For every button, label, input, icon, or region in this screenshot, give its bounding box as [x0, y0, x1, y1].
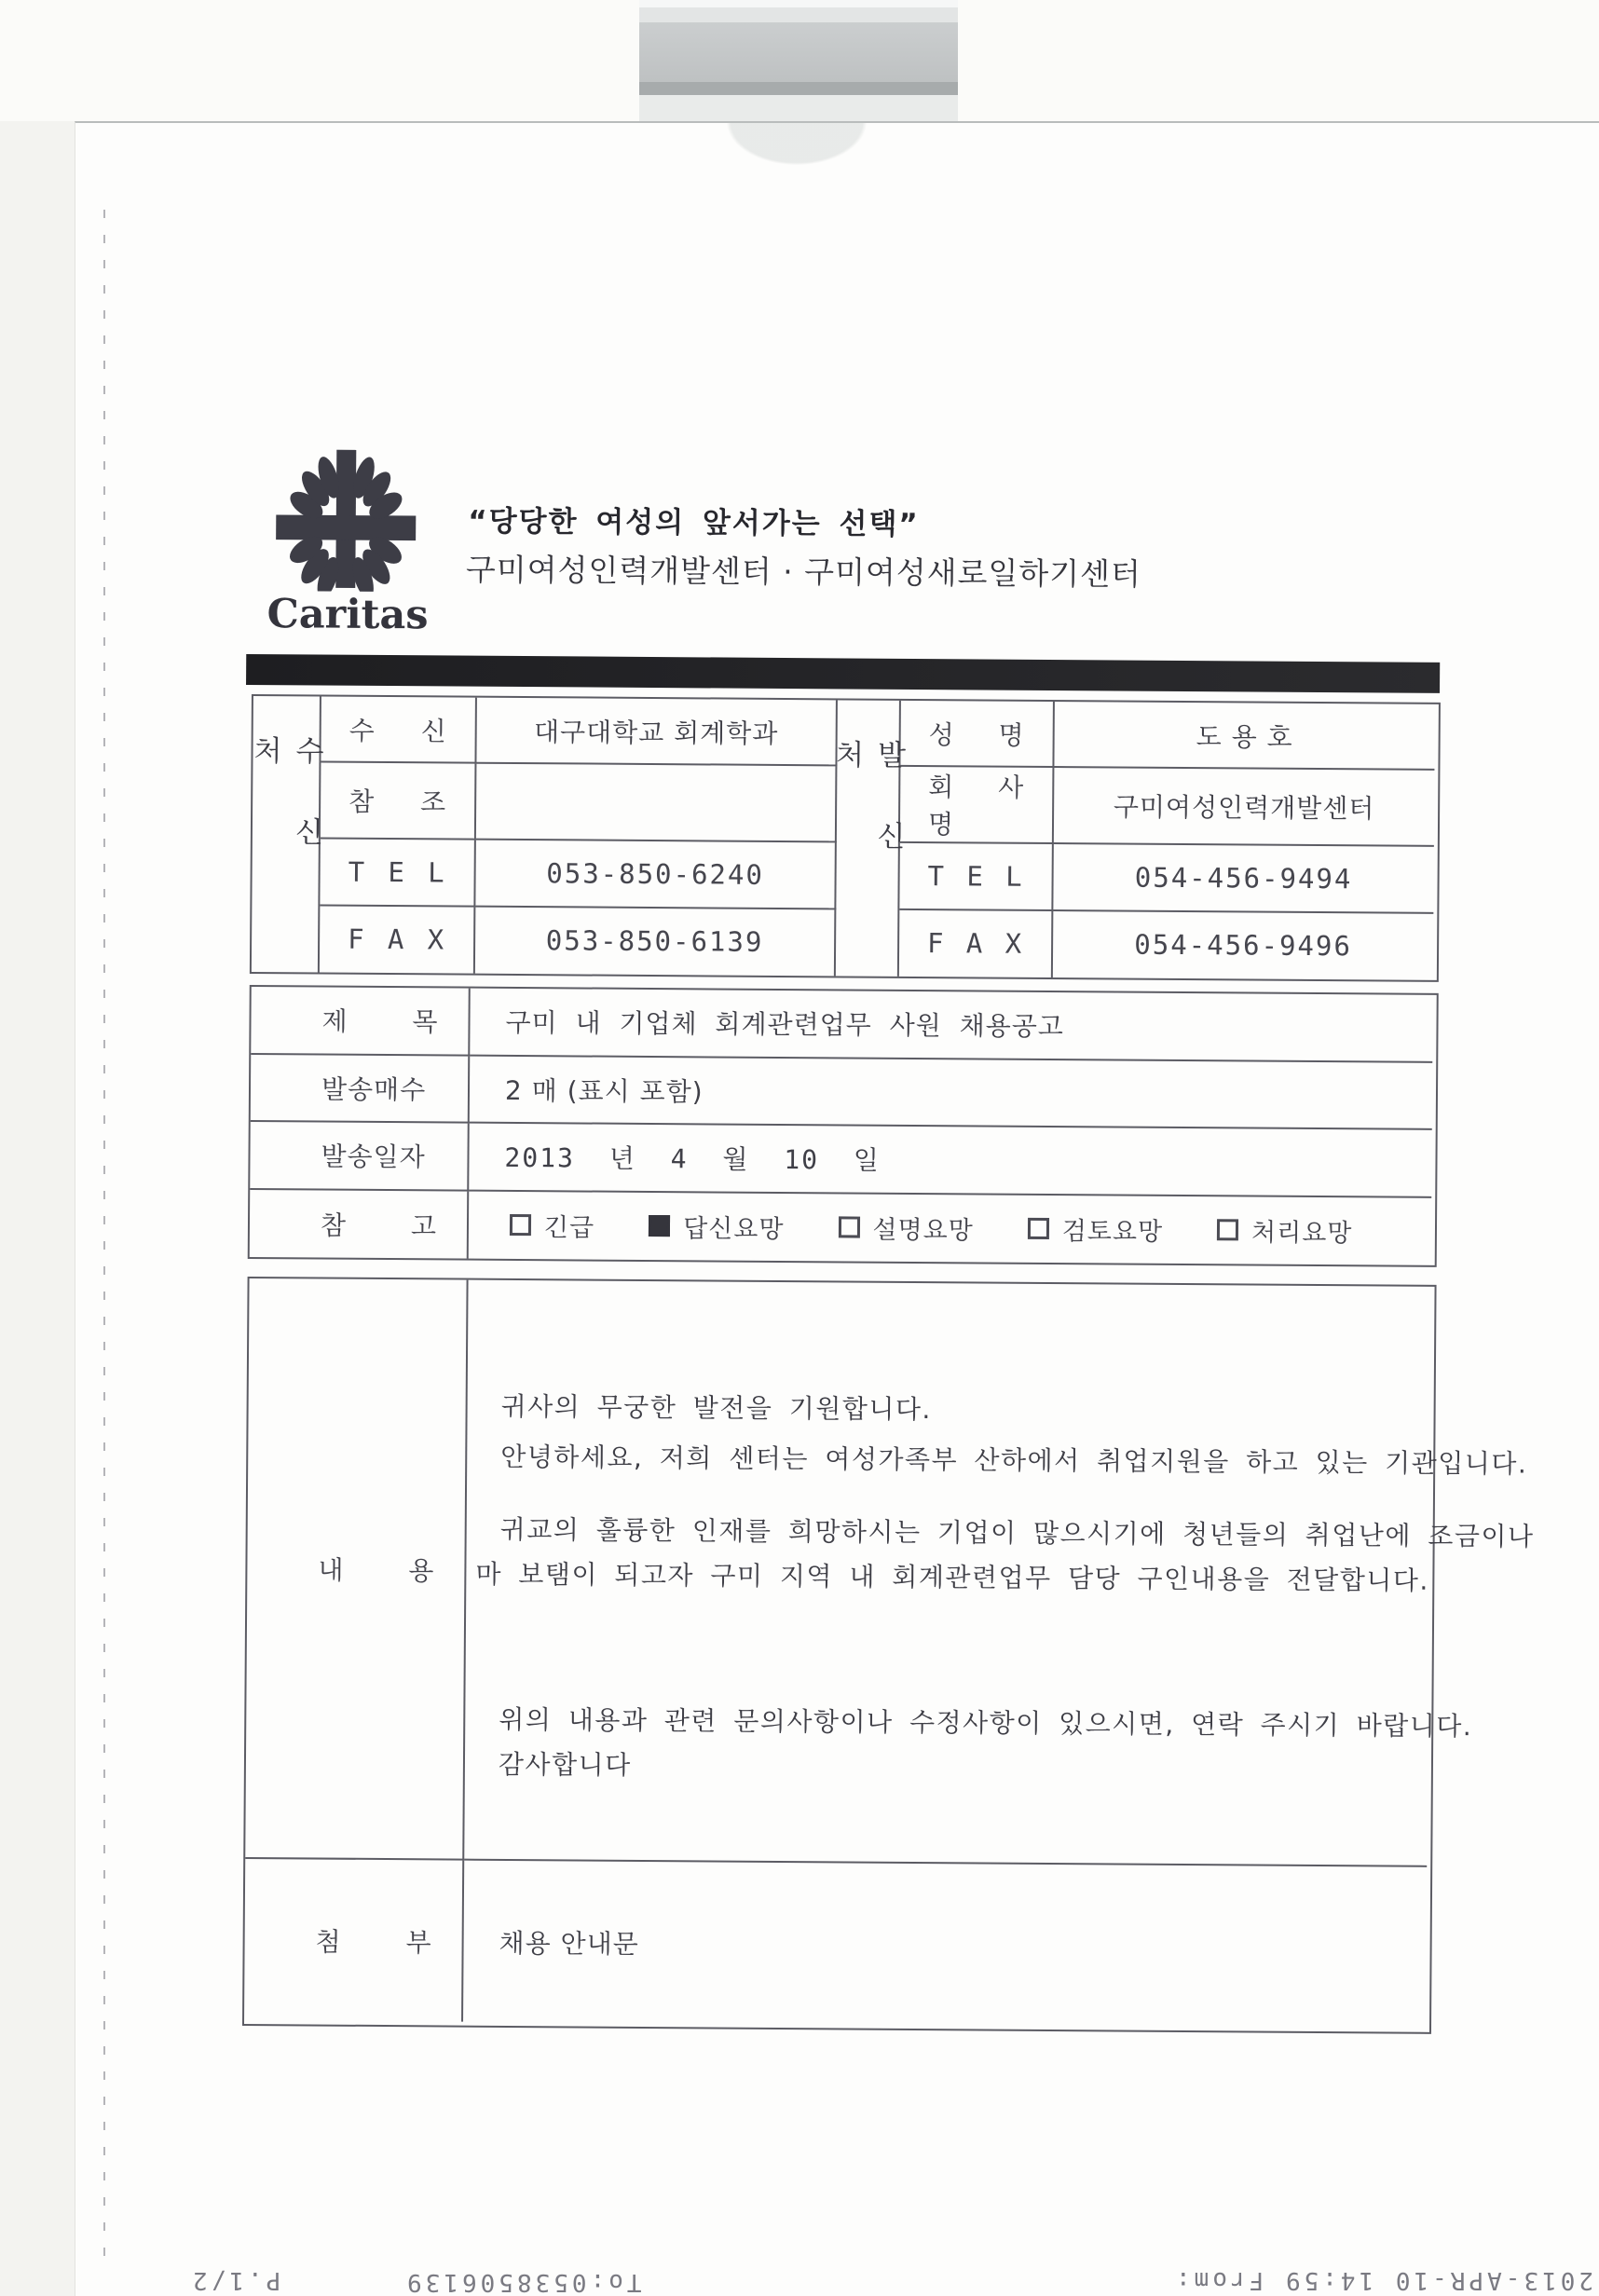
option-handling-requested: 처리요망 [1217, 1211, 1353, 1249]
recipient-to-value: 대구대학교 회계학과 [476, 698, 837, 767]
page-count-value: 2 매 (표시 포함) [470, 1056, 1432, 1130]
content-line: 위의 내용과 관련 문의사항이나 수정사항이 있으시면, 연락 주시기 바랍니다. [499, 1703, 1473, 1742]
sender-company-value: 구미여성인력개발센터 [1054, 768, 1435, 847]
recipient-fax-label: F A X [320, 906, 475, 974]
sender-group-header: 발신처 [836, 700, 901, 976]
recipient-tel-label: T E L [320, 840, 475, 907]
content-line: 귀교의 훌륭한 인재를 희망하시는 기업이 많으시기에 청년들의 취업난에 조금이나 [499, 1513, 1535, 1552]
content-line: 안녕하세요, 저희 센터는 여성가족부 산하에서 취업지원을 하고 있는 기관입니다. [500, 1441, 1528, 1480]
recipient-tel-value: 053-850-6240 [475, 840, 836, 909]
caritas-logo-text: Caritas [266, 591, 429, 639]
sender-name-value: 도 용 호 [1054, 702, 1434, 771]
checkbox-review-requested [1028, 1218, 1049, 1239]
subject-label: 제 목 [251, 987, 471, 1056]
send-date-label: 발송일자 [250, 1122, 470, 1191]
option-reply-requested: 답신요망 [649, 1208, 785, 1245]
checkbox-urgent [510, 1214, 531, 1236]
content-table [242, 1277, 1535, 2034]
fax-timestamp-from: 2013-APR-10 14:59 From: [1172, 2266, 1594, 2294]
caritas-logo-icon [273, 449, 419, 592]
checkbox-handling-requested [1217, 1219, 1238, 1240]
sender-fax-value: 054-456-9496 [1134, 928, 1352, 963]
send-date-value: 2013 년 4 월 10 일 [469, 1124, 1431, 1198]
recipient-group-header: 수신처 [252, 696, 321, 973]
fax-info-table [248, 985, 1439, 1267]
recipient-cc-value [476, 764, 838, 843]
attachment-label: 첨 부 [244, 1859, 464, 2022]
remarks-label: 참 고 [250, 1190, 470, 1259]
header-divider-bar [246, 654, 1440, 693]
checkbox-explanation-requested [838, 1217, 859, 1238]
recipient-cc-label: 참 조 [321, 763, 477, 840]
content-line: 마 보탬이 되고자 구미 지역 내 회계관련업무 담당 구인내용을 전달합니다. [475, 1558, 1429, 1596]
slogan-text: “당당한 여성의 앞서가는 선택” [468, 504, 920, 541]
content-line: 감사합니다 [498, 1748, 632, 1781]
sender-tel-label: T E L [899, 843, 1053, 910]
checkbox-reply-requested [649, 1215, 670, 1237]
fax-page-number: P.1/2 [189, 2266, 281, 2294]
option-explanation-requested: 설명요망 [838, 1210, 974, 1247]
recipient-to-label: 수 신 [321, 697, 476, 764]
content-body [464, 1280, 1535, 1867]
fax-to-number: To:0538506139 [403, 2268, 642, 2296]
sender-name-label: 성 명 [900, 701, 1054, 768]
option-review-requested: 검토요망 [1028, 1210, 1164, 1248]
recipient-sender-table [247, 694, 1441, 982]
content-label: 내 용 [245, 1278, 468, 1861]
page-count-label: 발송매수 [251, 1055, 471, 1124]
content-line: 귀사의 무궁한 발전을 기원합니다. [500, 1390, 933, 1426]
option-urgent: 긴급 [510, 1207, 594, 1244]
subject-value: 구미 내 기업체 회계관련업무 사원 채용공고 [470, 989, 1432, 1063]
sender-company-label: 회 사 명 [900, 767, 1055, 844]
sender-tel-value: 054-456-9494 [1053, 844, 1433, 913]
attachment-value: 채용 안내문 [499, 1927, 639, 1960]
organization-name: 구미여성인력개발센터 · 구미여성새로일하기센터 [465, 551, 1141, 593]
recipient-fax-value: 053-850-6139 [475, 907, 836, 976]
sender-fax-label: F A X [899, 910, 1053, 977]
remarks-options [469, 1191, 1431, 1265]
